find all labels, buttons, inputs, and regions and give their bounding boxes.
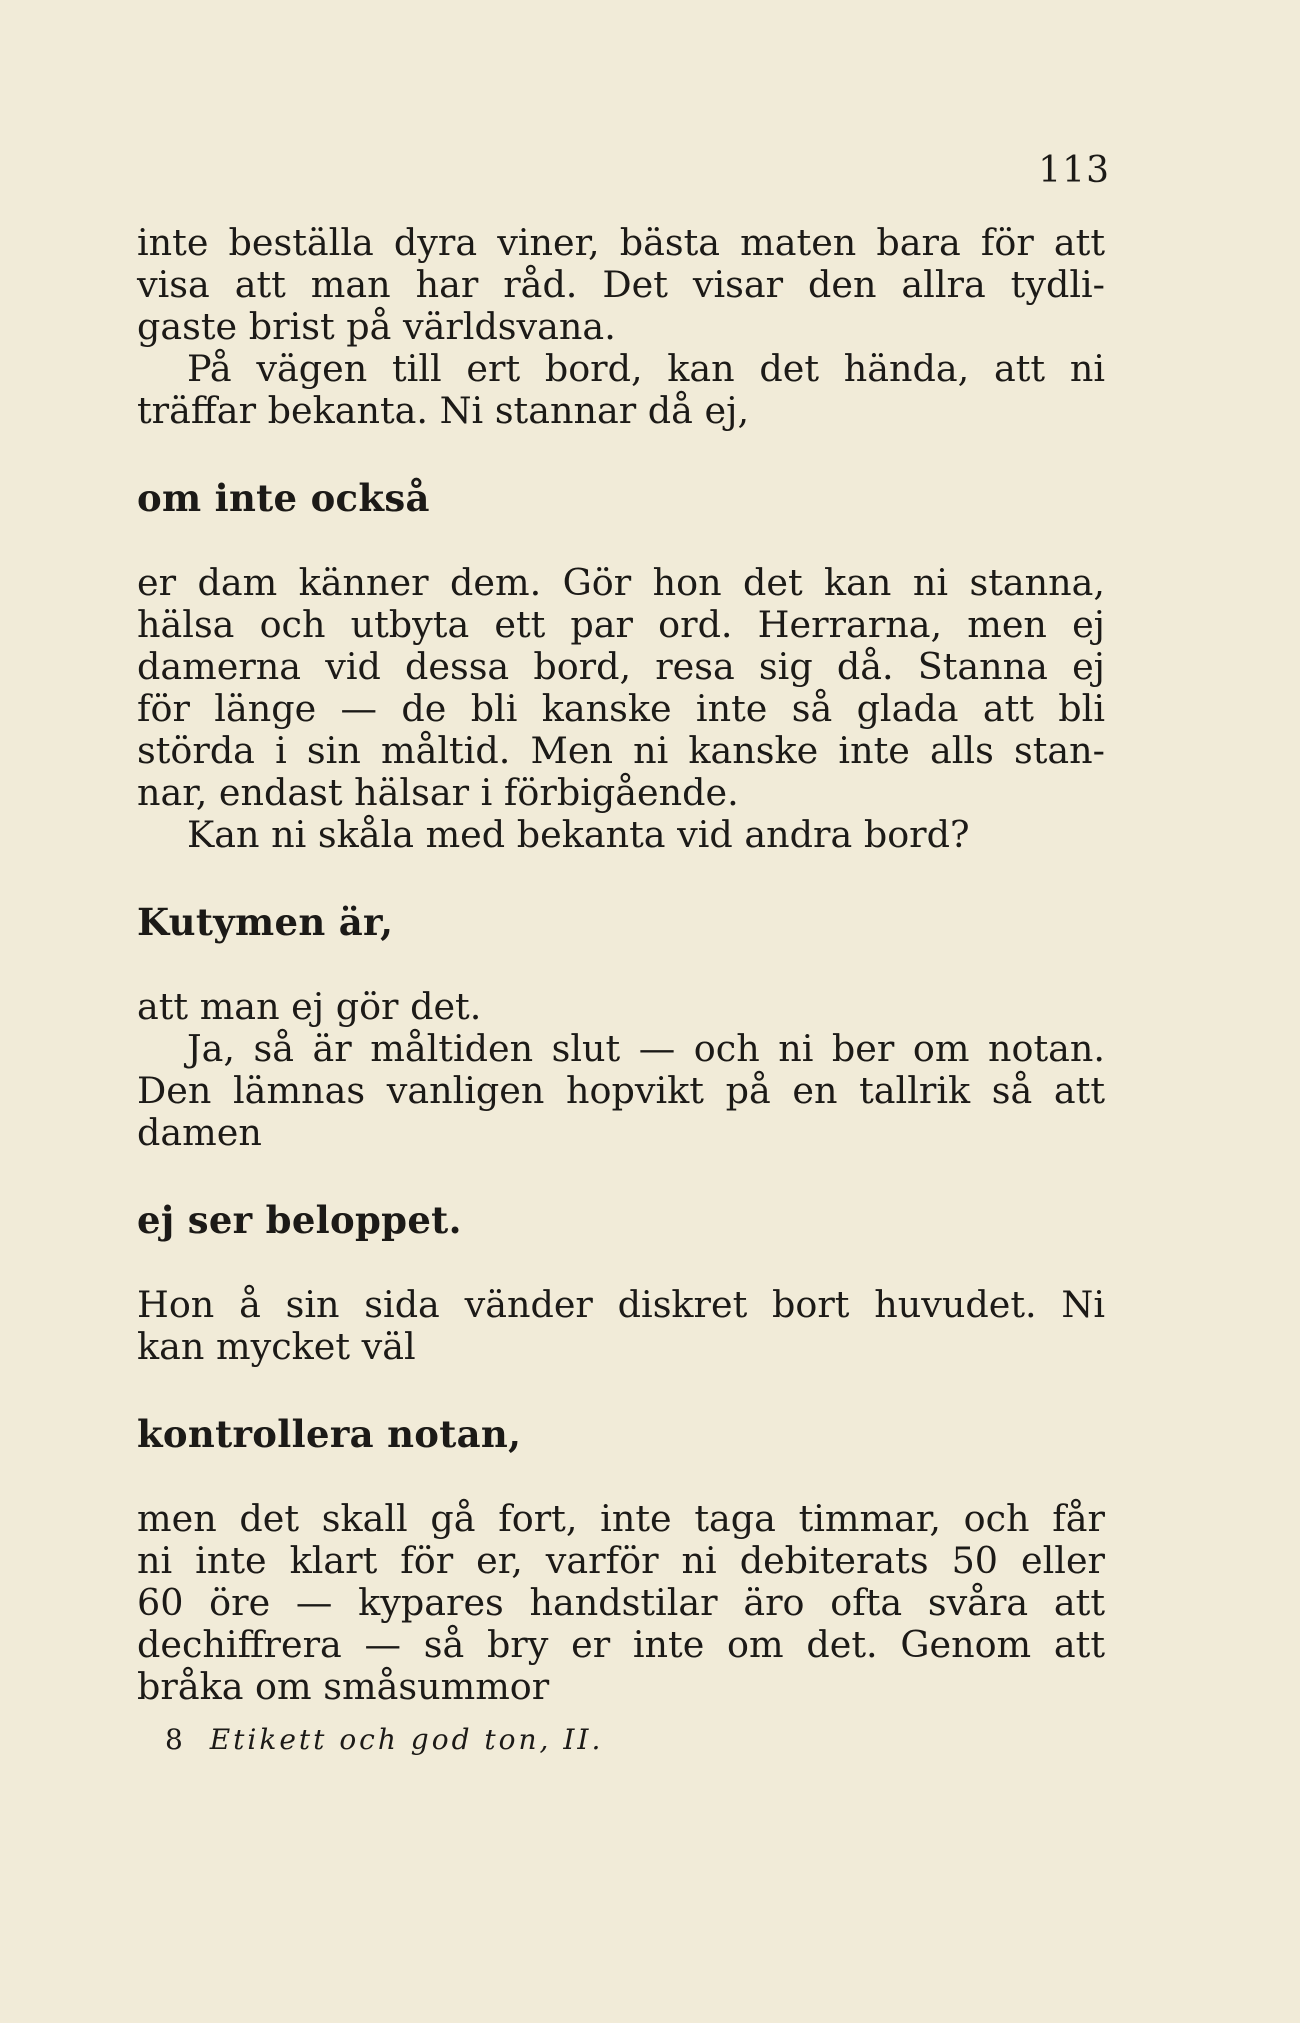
text-line: Ja, så är måltiden slut — och ni ber om notan. — [187, 1027, 1105, 1070]
text-line: damerna vid dessa bord, resa sig då. Stanna ej — [137, 645, 1105, 688]
page-number: 113 — [1038, 150, 1110, 191]
text-line: för länge — de bli kanske inte så glada att bli — [137, 687, 1105, 730]
signature-number: 8 — [165, 1723, 185, 1756]
marginal-heading: om inte också — [137, 476, 430, 520]
marginal-heading: ej ser beloppet. — [137, 1198, 462, 1242]
text-line: störda i sin måltid. Men ni kanske inte alls stan- — [137, 729, 1105, 772]
text-line: dechiffrera — så bry er inte om det. Genom att — [137, 1623, 1105, 1666]
text-line: ni inte klart för er, varför ni debiterats 50 eller — [137, 1539, 1105, 1582]
marginal-heading: Kutymen är, — [137, 900, 394, 944]
text-line: gaste brist på världsvana. — [137, 305, 616, 348]
text-line: nar, endast hälsar i förbigående. — [137, 771, 739, 814]
text-line: men det skall gå fort, inte taga timmar, och får — [137, 1497, 1105, 1540]
text-line: damen — [137, 1111, 262, 1154]
text-line: att man ej gör det. — [137, 985, 482, 1028]
signature-footer — [165, 1723, 603, 1756]
text-line: bråka om småsummor — [137, 1665, 550, 1708]
text-line: er dam känner dem. Gör hon det kan ni stanna, — [137, 561, 1105, 604]
text-line: Den lämnas vanligen hopvikt på en tallrik så att — [137, 1069, 1105, 1112]
text-line: träffar bekanta. Ni stannar då ej, — [137, 389, 750, 432]
text-line: inte beställa dyra viner, bästa maten bara för att — [137, 221, 1105, 264]
text-line: Hon å sin sida vänder diskret bort huvudet. Ni — [137, 1283, 1105, 1326]
text-line: hälsa och utbyta ett par ord. Herrarna, men ej — [137, 603, 1105, 646]
text-line: 60 öre — kypares handstilar äro ofta svåra att — [137, 1581, 1105, 1624]
text-line: Kan ni skåla med bekanta vid andra bord? — [187, 813, 970, 856]
text-line: visa att man har råd. Det visar den allra tydli- — [137, 263, 1105, 306]
text-line: kan mycket väl — [137, 1325, 416, 1368]
running-title: Etikett och god ton, II. — [209, 1723, 604, 1756]
marginal-heading: kontrollera notan, — [137, 1412, 522, 1456]
text-line: På vägen till ert bord, kan det hända, att ni — [187, 347, 1105, 390]
